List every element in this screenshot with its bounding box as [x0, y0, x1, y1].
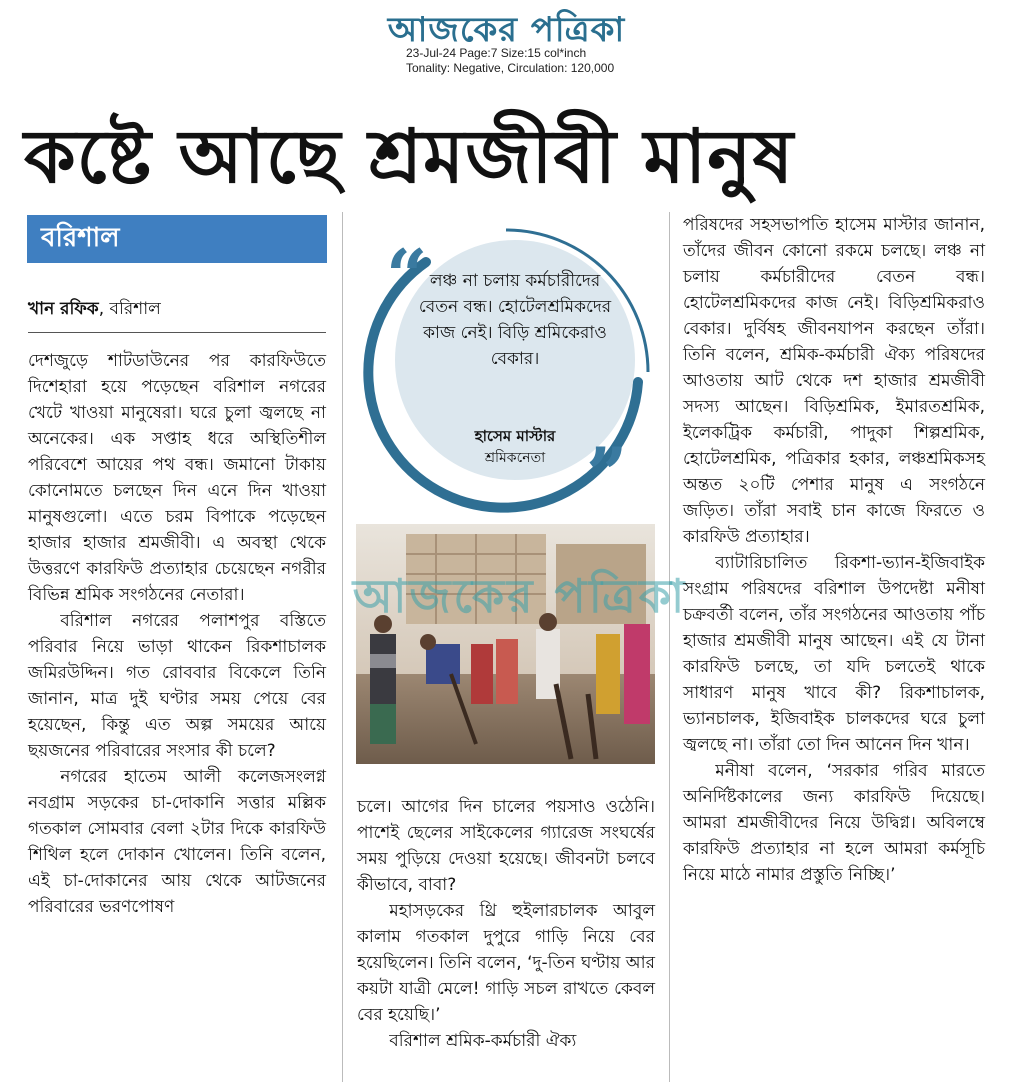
- byline-location: , বরিশাল: [98, 299, 161, 319]
- place-label-box: [27, 215, 327, 263]
- pull-quote-text: লঞ্চ না চলায় কর্মচারীদের বেতন বন্ধ। হোটেলশ্রমিকদের কাজ নেই। বিড়ি শ্রমিকেরাও বেকার।: [418, 271, 612, 369]
- meta-line-date: 23-Jul-24 Page:7 Size:15 col*inch: [406, 46, 587, 60]
- close-quote-icon: ”: [586, 431, 628, 516]
- meta-line-tonality: Tonality: Negative, Circulation: 120,000: [406, 61, 615, 75]
- place-label: বরিশাল: [41, 223, 120, 253]
- headline: কষ্টে আছে শ্রমজীবী মানুষ: [24, 114, 795, 200]
- paragraph: বরিশাল নগরের পলাশপুর বস্তিতে পরিবার নিয়ে ভাড়া থাকেন রিকশাচালক জমিরউদ্দিন। গত রোববার বিকেলে তিনি জানান, মাত্র দুই ঘণ্টার সময় পেয়ে বের হয়েছেন, কিন্তু এত অল্প সময়ের আয়ে ছয়জনের পরিবারের সংসার কী চলে?: [28, 611, 326, 761]
- article-photo: [356, 524, 655, 764]
- byline: [28, 296, 161, 322]
- byline-author: খান রফিক: [28, 299, 99, 319]
- watermark: আজকের পত্রিকা: [352, 569, 688, 623]
- clipping-meta: [406, 46, 614, 76]
- paragraph: নগরের হাতেম আলী কলেজসংলগ্ন নবগ্রাম সড়কের চা-দোকানি সত্তার মল্লিক গতকাল সোমবার বেলা ২টার দিকে কারফিউ শিথিল হলে দোকান খোলেন। তিনি বলেন, এই চা-দোকানের আয় থেকে আটজনের পরিবারের ভরণপোষণ: [28, 767, 326, 917]
- quote-attribution-role: শ্রমিকনেতা: [484, 450, 546, 466]
- paragraph: মনীষা বলেন, ‘সরকার গরিব মারতে অনির্দিষ্টকালের জন্য কারফিউ দিয়েছে। আমরা শ্রমজীবীদের নিয়ে উদ্বিগ্ন। অবিলম্বে কারফিউ প্রত্যাহার না হলে আমরা কর্মসূচি নিয়ে মাঠে নামার প্রস্তুতি নিচ্ছি।’: [683, 761, 985, 885]
- paragraph: পরিষদের সহসভাপতি হাসেম মাস্টার জানান, তাঁদের জীবন কোনো রকমে চলছে। লঞ্চ না চলায় কর্মচারীদের বেতন বন্ধ। হোটেলশ্রমিকদের কাজ নেই। বিড়িশ্রমিকরাও বেকার। দুর্বিষহ জীবনযাপন করছেন তাঁরা। তিনি বলেন, শ্রমিক-কর্মচারী ঐক্য পরিষদের আওতায় আট থেকে দশ হাজার শ্রমজীবী সদস্য আছেন। বিড়িশ্রমিক, ইমারতশ্রমিক, ইলেকট্রিক কর্মচারী, পাদুকা শিল্পশ্রমিক, হোটেলশ্রমিক, পত্রিকার হকার, লঞ্চশ্রমিকসহ অন্তত ২০টি পেশার মানুষ এ সংগঠনে জড়িত। তাঁরা সবাই চান কাজে ফিরতে ও কারফিউ প্রত্যাহার।: [683, 215, 985, 547]
- paragraph: দেশজুড়ে শাটডাউনের পর কারফিউতে দিশেহারা হয়ে পড়েছেন বরিশাল নগরের খেটে খাওয়া মানুষেরা। ঘরে চুলা জ্বলছে না অনেকের। এক সপ্তাহ ধরে অস্থিতিশীল পরিবেশে আয়ের পথ বন্ধ। জমানো টাকায় কোনোমতে চলছেন দিন এনে দিন খাওয়া মানুষগুলো। এতে চরম বিপাকে পড়েছেন হাজার হাজার শ্রমজীবী। এ অবস্থা থেকে উত্তরণে কারফিউ প্রত্যাহার চেয়েছেন নগরীর বিভিন্ন শ্রমিক সংগঠনের নেতারা।: [28, 351, 326, 605]
- quote-attribution-name: হাসেম মাস্টার: [474, 427, 556, 445]
- column-divider: [342, 212, 343, 1082]
- paragraph: মহাসড়কের থ্রি হুইলারচালক আবুল কালাম গতকাল দুপুরে গাড়ি নিয়ে বের হয়েছিলেন। তিনি বলেন, ‘দু-তিন ঘণ্টায় আর কয়টা যাত্রী মেলে! গাড়ি সচল রাখতে কেবল বের হয়েছি।’: [357, 901, 655, 1025]
- column-divider: [669, 212, 670, 1082]
- paragraph: ব্যাটারিচালিত রিকশা-ভ্যান-ইজিবাইক সংগ্রাম পরিষদের বরিশাল উপদেষ্টা মনীষা চক্রবর্তী বলেন, তাঁর সংগঠনের আওতায় পাঁচ হাজার শ্রমজীবী মানুষ আছেন। এই যে টানা কারফিউ চলছে, তা যদি চলতেই থাকে সাধারণ মানুষ খাবে কী? রিকশাচালক, ভ্যানচালক, ইজিবাইক চালকদের ঘরে চুলা জ্বলছে না। তাঁরা তো দিন আনেন দিন খান।: [683, 553, 985, 755]
- open-quote-icon: “: [386, 233, 428, 318]
- article-column-3: [683, 212, 985, 888]
- paragraph: বরিশাল শ্রমিক-কর্মচারী ঐক্য: [389, 1031, 577, 1051]
- newspaper-logo: আজকের পত্রিকা: [387, 10, 626, 50]
- article-column-2: [357, 794, 655, 1054]
- paragraph: চলে। আগের দিন চালের পয়সাও ওঠেনি। পাশেই ছেলের সাইকেলের গ্যারেজ সংঘর্ষের সময় পুড়িয়ে দেওয়া হয়েছে। জীবনটা চলবে কীভাবে, বাবা?: [357, 797, 655, 895]
- byline-divider: [28, 332, 326, 333]
